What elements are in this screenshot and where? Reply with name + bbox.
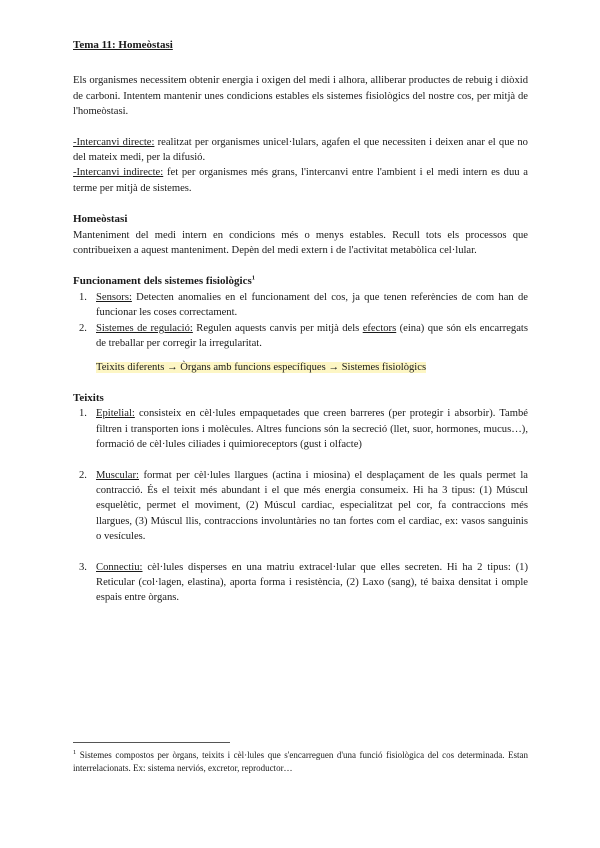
- exchange-indirect-text: fet per organismes més grans, l'intercanvi entre l'ambient i el medi intern es duu a terme per mitjà de sistemes.: [73, 167, 528, 194]
- regulation-text-b: (eina) que són els encarregats de treballar per corregir la irregularitat.: [96, 322, 528, 350]
- exchange-direct-text: realitzat per organismes unicel·lulars, agafen el que necessiten i deixen anar el que no del mateix medi, per la difusió.: [73, 136, 528, 164]
- highlight-line: [73, 360, 528, 375]
- functioning-section: [73, 274, 528, 374]
- list-number: 1.: [79, 408, 87, 420]
- list-item: [73, 560, 528, 606]
- list-number: 1.: [79, 291, 87, 303]
- list-number: 2.: [79, 322, 87, 334]
- list-number: 3.: [79, 561, 87, 573]
- tissues-heading: Teixits: [73, 391, 104, 404]
- list-item: [73, 406, 528, 452]
- footnote-ref[interactable]: 1: [251, 274, 255, 282]
- connective-text: cèl·lules disperses en una matriu extracel·lular que elles secreten. Hi ha 2 tipus: (1) Reticular (col·lagen, elastina), aporta forma i resistència, (2) Laxo (sang), té baixa densitat i omple espais entre òrgans.: [96, 561, 528, 604]
- sensors-label: Sensors:: [96, 291, 132, 303]
- functioning-heading: [73, 274, 528, 289]
- exchange-indirect-label: -Intercanvi indirecte:: [73, 167, 164, 179]
- muscular-text: format per cèl·lules llargues (actina i miosina) el desplaçament de les quals permet la contracció. És el teixit més abundant i el que més energia consumeix. Hi ha 3 tipus: (1) Múscul esquelètic, permet el moviment, (2) Múscul cardiac, especialitzat pel cor, fa contraccions més llargues, (3) Múscul llis, contraccions involuntàries no tan fortes com el cardiac, ex: vasos sanguinis o vesícules.: [96, 469, 528, 543]
- exchange-indirect: [73, 165, 528, 196]
- list-item: [73, 321, 528, 352]
- connective-label: Connectiu:: [96, 561, 143, 573]
- footnote-mark: 1: [73, 749, 77, 756]
- tissues-list: [73, 406, 528, 605]
- effectors-term: efectors: [362, 322, 397, 334]
- homeostasis-section: [73, 212, 528, 258]
- exchange-direct-label: -Intercanvi directe:: [73, 136, 155, 148]
- intro-paragraph: Els organismes necessitem obtenir energia i oxigen del medi i alhora, alliberar productes de rebuig i diòxid de carboni. Intentem mantenir unes condicions estables els sistemes fisiològics del nostre cos, per mitjà de l'homeòstasi.: [73, 75, 528, 118]
- list-number: 2.: [79, 469, 87, 481]
- footnote-divider: [73, 742, 230, 743]
- functioning-list: [73, 290, 528, 352]
- homeostasis-heading: Homeòstasi: [73, 213, 128, 226]
- footnote: [73, 749, 528, 775]
- footnote-text: Sistemes compostos per òrgans, teixits i cèl·lules que s'encarreguen d'una funció fisiològica del cos determinada. Estan interrelacionats. Ex: sistema nerviós, excretor, reproductor…: [73, 750, 528, 773]
- epithelial-text: consisteix en cèl·lules empaquetades que creen barreres (per protegir i absorbir). També filtren i transporten ions i molècules. Altres funcions són la secreció (llet, suor, hormones, mucus…), formació de cèl·lules ciliades i quimioreceptors (gust i olfacte): [96, 408, 528, 451]
- tissues-section: [73, 391, 528, 606]
- epithelial-label: Epitelial:: [96, 408, 135, 420]
- list-item: [73, 468, 528, 545]
- page-title: Tema 11: Homeòstasi: [73, 39, 173, 51]
- list-item: [73, 290, 528, 321]
- muscular-label: Muscular:: [96, 469, 139, 481]
- regulation-label: Sistemes de regulació:: [96, 322, 193, 334]
- sensors-text: Detecten anomalies en el funcionament del cos, ja que tenen referències de com han de funcionar les coses correctament.: [96, 291, 528, 319]
- exchange-direct: [73, 135, 528, 166]
- regulation-text-a: Regulen aquests canvis per mitjà dels: [192, 322, 363, 334]
- functioning-heading-text: Funcionament dels sistemes fisiològics: [73, 275, 252, 288]
- highlighted-hierarchy: Teixits diferents → Òrgans amb funcions específiques → Sistemes fisiològics: [96, 361, 427, 373]
- homeostasis-text: Manteniment del medi intern en condicions més o menys estables. Recull tots els processos que contribueixen a aquest manteniment. Depèn del medi extern i de l'activitat metabòlica cel·lular.: [73, 229, 528, 257]
- document-page: [73, 38, 528, 606]
